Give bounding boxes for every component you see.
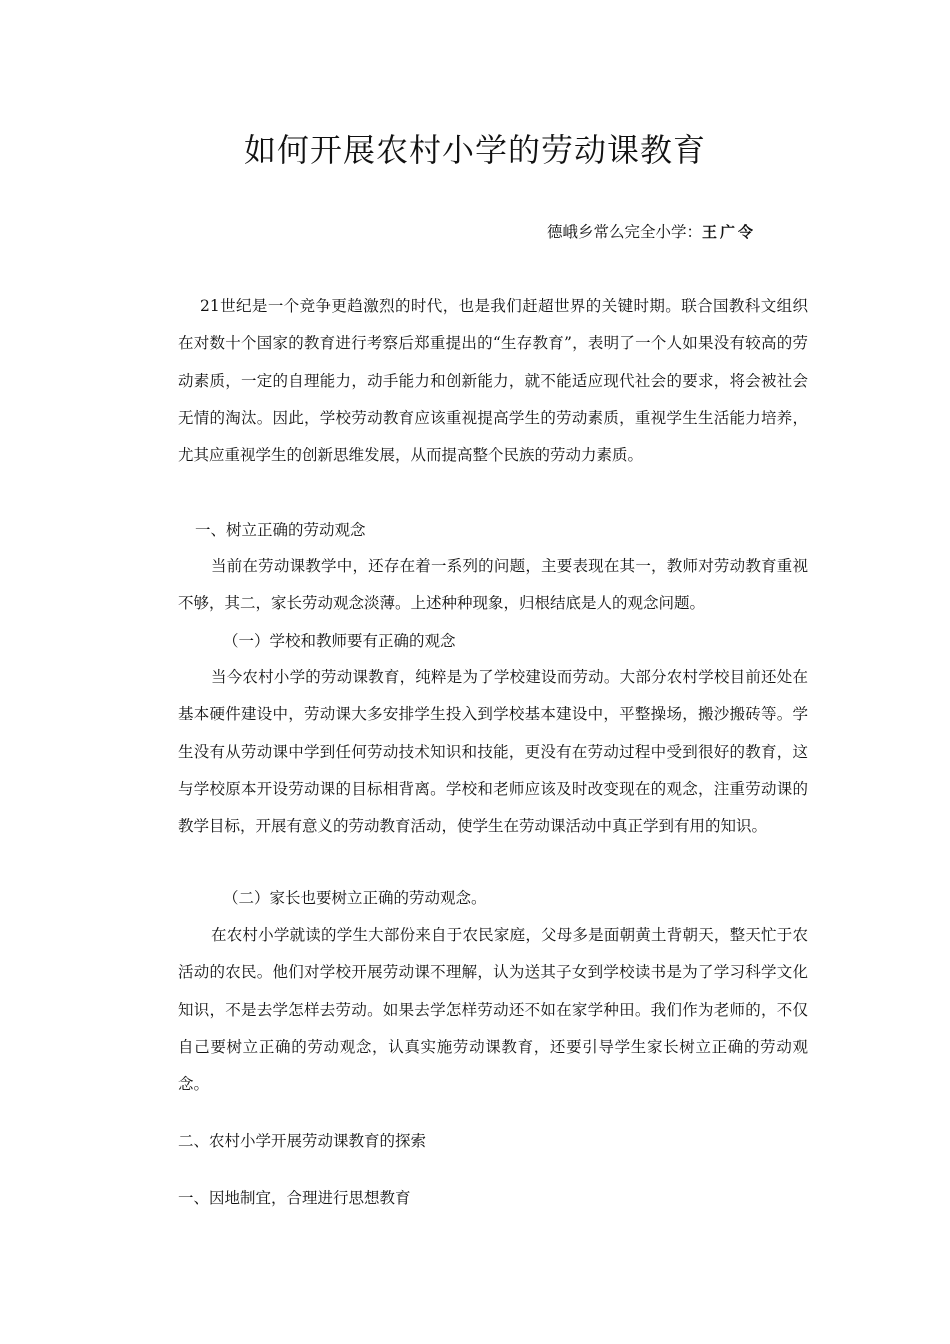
subsection-heading-2: （二）家长也要树立正确的劳动观念。 (223, 889, 487, 907)
author-byline (547, 220, 756, 244)
section-heading-1: 一、树立正确的劳动观念 (195, 521, 366, 539)
subsection-heading-1: （一）学校和教师要有正确的观念 (223, 632, 456, 650)
section-2-subheading-1: 一、因地制宜，合理进行思想教育 (178, 1189, 411, 1207)
subsection-1-paragraph: 当今农村小学的劳动课教育，纯粹是为了学校建设而劳动。大部分农村学校目前还处在基本硬件建设中，劳动课大多安排学生投入到学校基本建设中，平整操场，搬沙搬砖等。学生没有从劳动课中学到任何劳动技术知识和技能，更没有在劳动过程中受到很好的教育，这与学校原本开设劳动课的目标相背离。学校和老师应该及时改变现在的观念，注重劳动课的教学目标，开展有意义的劳动教育活动，使学生在劳动课活动中真正学到有用的知识。 (178, 668, 808, 836)
school-name: 德峨乡常么完全小学： (547, 223, 703, 241)
section-heading-2: 二、农村小学开展劳动课教育的探索 (178, 1132, 427, 1150)
author-name: 王广令 (702, 223, 757, 241)
subsection-2-paragraph: 在农村小学就读的学生大部份来自于农民家庭，父母多是面朝黄土背朝天，整天忙于农活动的农民。他们对学校开展劳动课不理解，认为送其子女到学校读书是为了学习科学文化知识，不是去学怎样去劳动。如果去学怎样劳动还不如在家学种田。我们作为老师的，不仅自己要树立正确的劳动观念，认真实施劳动课教育，还要引导学生家长树立正确的劳动观念。 (178, 926, 808, 1094)
document-title: 如何开展农村小学的劳动课教育 (243, 131, 706, 169)
intro-paragraph: 21世纪是一个竞争更趋激烈的时代，也是我们赶超世界的关键时期。联合国教科文组织在对数十个国家的教育进行考察后郑重提出的“生存教育”，表明了一个人如果没有较高的劳动素质，一定的自理能力，动手能力和创新能力，就不能适应现代社会的要求，将会被社会无情的淘汰。因此，学校劳动教育应该重视提高学生的劳动素质，重视学生生活能力培养，尤其应重视学生的创新思维发展，从而提高整个民族的劳动力素质。 (178, 297, 808, 465)
section-1-paragraph: 当前在劳动课教学中，还存在着一系列的问题，主要表现在其一，教师对劳动教育重视不够，其二，家长劳动观念淡薄。上述种种现象，归根结底是人的观念问题。 (178, 557, 808, 613)
